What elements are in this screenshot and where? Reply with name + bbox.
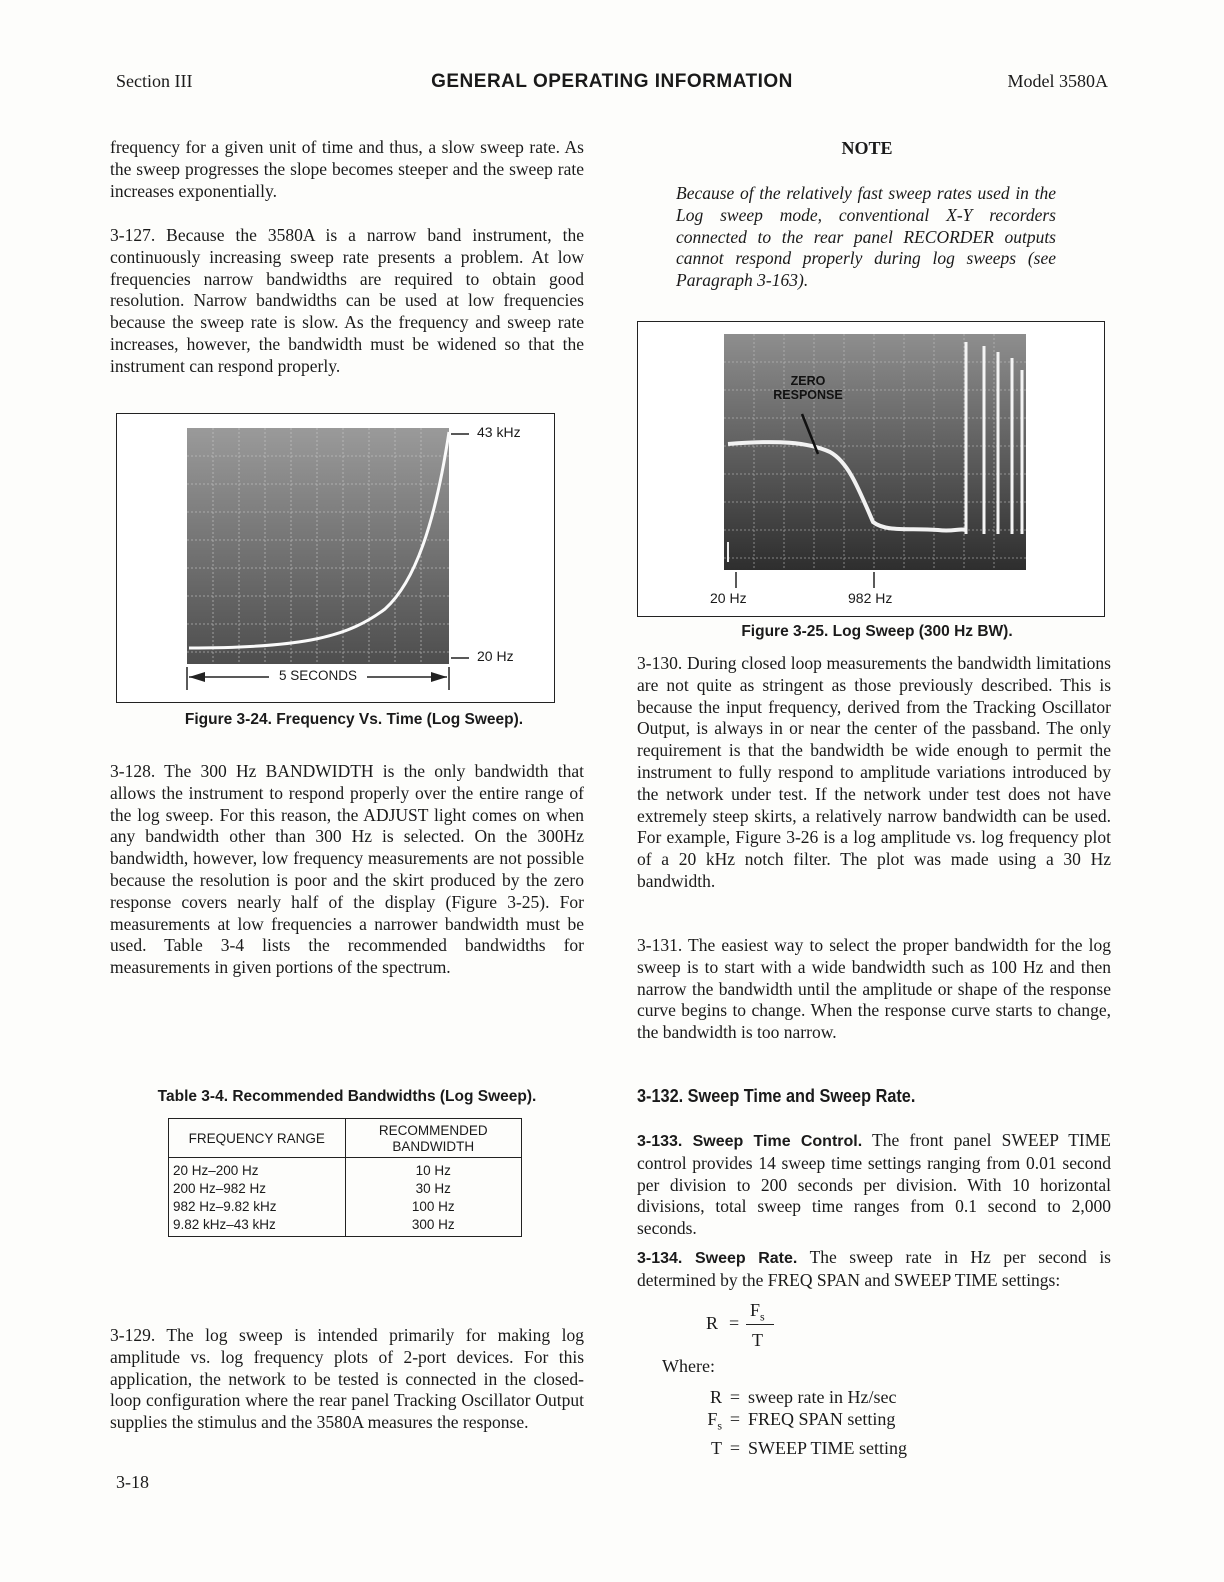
page-number: 3-18 bbox=[116, 1472, 149, 1492]
figure-3-25-caption: Figure 3-25. Log Sweep (300 Hz BW). bbox=[741, 623, 1013, 640]
subheading-3-134: 3-134. Sweep Rate. bbox=[637, 1250, 798, 1267]
formula-numerator: $F_s$ bbox=[750, 1300, 765, 1324]
paragraph-3-130: 3-130. During closed loop measurements the bandwidth limitations are not quite as stringent as those previously described. This is because the input frequency, derived from the Tracking Oscillator Output, is always in or near the center of the passband. The only requirement is that the bandwidth be wide enough to permit the instrument to fully respond to amplitude variations introduced by the network under test. If the network under test does not have extremely steep skirts, a relatively narrow bandwidth can be used. For example, Figure 3-26 is a log amplitude vs. log frequency plot of a 20 kHz notch filter. The plot was made using a 30 Hz bandwidth. bbox=[637, 653, 1111, 891]
paragraph-continued: frequency for a given unit of time and thus, a slow sweep rate. As the sweep progresses the slope becomes steeper and the sweep rate increases exponentially. bbox=[110, 137, 584, 201]
table-row bbox=[169, 1180, 522, 1198]
figure-3-24-caption: Figure 3-24. Frequency Vs. Time (Log Sweep). bbox=[184, 711, 524, 728]
figure-3-25-graphic bbox=[638, 322, 1104, 616]
note-title: NOTE bbox=[841, 138, 893, 158]
note-body: Because of the relatively fast sweep rates used in the Log sweep mode, conventional X-Y recorders connected to the rear panel RECORDER outputs cannot respond properly during log sweeps (see Paragraph 3-163). bbox=[676, 183, 1056, 291]
zero-response-label: ZERO RESPONSE bbox=[773, 374, 843, 402]
paragraph-3-134 bbox=[637, 1247, 1111, 1292]
bandwidth-table bbox=[168, 1118, 522, 1237]
figure-3-25-frame bbox=[637, 321, 1105, 617]
paragraph-3-133 bbox=[637, 1130, 1111, 1240]
label-20hz: 20 Hz bbox=[477, 648, 514, 664]
table-header-frequency: FREQUENCY RANGE bbox=[169, 1119, 346, 1158]
table-cell-bandwidth: 10 Hz bbox=[345, 1158, 522, 1181]
fraction-bar bbox=[746, 1324, 774, 1325]
paragraph-3-128: 3-128. The 300 Hz BANDWIDTH is the only bandwidth that allows the instrument to respond properly over the entire range of the log sweep. For this reason, the ADJUST light comes on when any bandwidth other than 300 Hz is selected. On the 300Hz bandwidth, however, low frequency measurements are not possible because the resolution is poor and the skirt produced by the zero response covers nearly half of the display (Figure 3-25). For measurements at low frequencies a narrower bandwidth must be used. Table 3-4 lists the recommended bandwidths for measurements in given portions of the spectrum. bbox=[110, 761, 584, 978]
table-cell-range: 982 Hz–9.82 kHz bbox=[169, 1198, 346, 1216]
table-row bbox=[169, 1216, 522, 1237]
paragraph-3-127: 3-127. Because the 3580A is a narrow band instrument, the continuously increasing sweep rate presents a problem. At low frequencies narrow bandwidths are required to obtain good resolution. Narrow bandwidths can be used at low frequencies because the sweep rate is slow. As the frequency and sweep rate increases, however, the bandwidth must be widened so that the instrument can respond properly. bbox=[110, 225, 584, 376]
label-43khz: 43 kHz bbox=[477, 424, 521, 440]
table-header-bandwidth: RECOMMENDED BANDWIDTH bbox=[345, 1119, 522, 1158]
table-3-4-caption: Table 3-4. Recommended Bandwidths (Log Sweep). bbox=[157, 1088, 537, 1105]
formula-definitions bbox=[702, 1386, 942, 1459]
paragraph-3-133-text: The front panel SWEEP TIME control provides 14 sweep time settings ranging from 0.01 second per division to 200 seconds per division. With 10 horizontal divisions, total sweep time ranges from 0.1 second to 2,000 seconds. bbox=[637, 1130, 1111, 1239]
table-cell-bandwidth: 100 Hz bbox=[345, 1198, 522, 1216]
scope-screen bbox=[724, 334, 1026, 570]
table-row bbox=[169, 1158, 522, 1181]
definition-row: R = sweep rate in Hz/sec bbox=[709, 1387, 897, 1407]
table-cell-range: 9.82 kHz–43 kHz bbox=[169, 1216, 346, 1237]
paragraph-3-134-text: The sweep rate in Hz per second is determined by the FREQ SPAN and SWEEP TIME settings: bbox=[637, 1247, 1111, 1290]
section-heading-3-132: 3-132. Sweep Time and Sweep Rate. bbox=[637, 1085, 916, 1106]
label-20hz: 20 Hz bbox=[710, 590, 747, 606]
section-label: Section III bbox=[116, 71, 193, 91]
formula-denominator: T bbox=[752, 1330, 763, 1350]
table-cell-range: 200 Hz–982 Hz bbox=[169, 1180, 346, 1198]
table-row bbox=[169, 1198, 522, 1216]
figure-3-24-frame bbox=[116, 413, 555, 703]
model-label: Model 3580A bbox=[1007, 71, 1108, 91]
definition-row: T = SWEEP TIME setting bbox=[711, 1437, 907, 1458]
page-title: GENERAL OPERATING INFORMATION bbox=[431, 71, 793, 92]
paragraph-3-129: 3-129. The log sweep is intended primarily for making log amplitude vs. log frequency plots of 2-port devices. For this application, the network to be tested is connected in the closed-loop configuration where the rear panel Tracking Oscillator Output supplies the stimulus and the 3580A measures the response. bbox=[110, 1325, 584, 1433]
table-cell-bandwidth: 30 Hz bbox=[345, 1180, 522, 1198]
definition-row: $F_s$ = FREQ SPAN setting bbox=[707, 1409, 896, 1433]
label-982hz: 982 Hz bbox=[848, 590, 893, 606]
formula-lhs: R bbox=[706, 1313, 719, 1333]
scope-screen bbox=[187, 428, 449, 664]
table-cell-range: 20 Hz–200 Hz bbox=[169, 1158, 346, 1181]
label-5-seconds: 5 SECONDS bbox=[278, 668, 358, 683]
subheading-3-133: 3-133. Sweep Time Control. bbox=[637, 1133, 863, 1150]
formula-where: Where: bbox=[662, 1356, 715, 1376]
table-cell-bandwidth: 300 Hz bbox=[345, 1216, 522, 1237]
paragraph-3-131: 3-131. The easiest way to select the proper bandwidth for the log sweep is to start with a wide bandwidth such as 100 Hz and then narrow the bandwidth until the amplitude or shape of the response curve begins to change. When the response curve starts to change, the bandwidth is too narrow. bbox=[637, 935, 1111, 1043]
formula-equals: = bbox=[729, 1313, 740, 1333]
